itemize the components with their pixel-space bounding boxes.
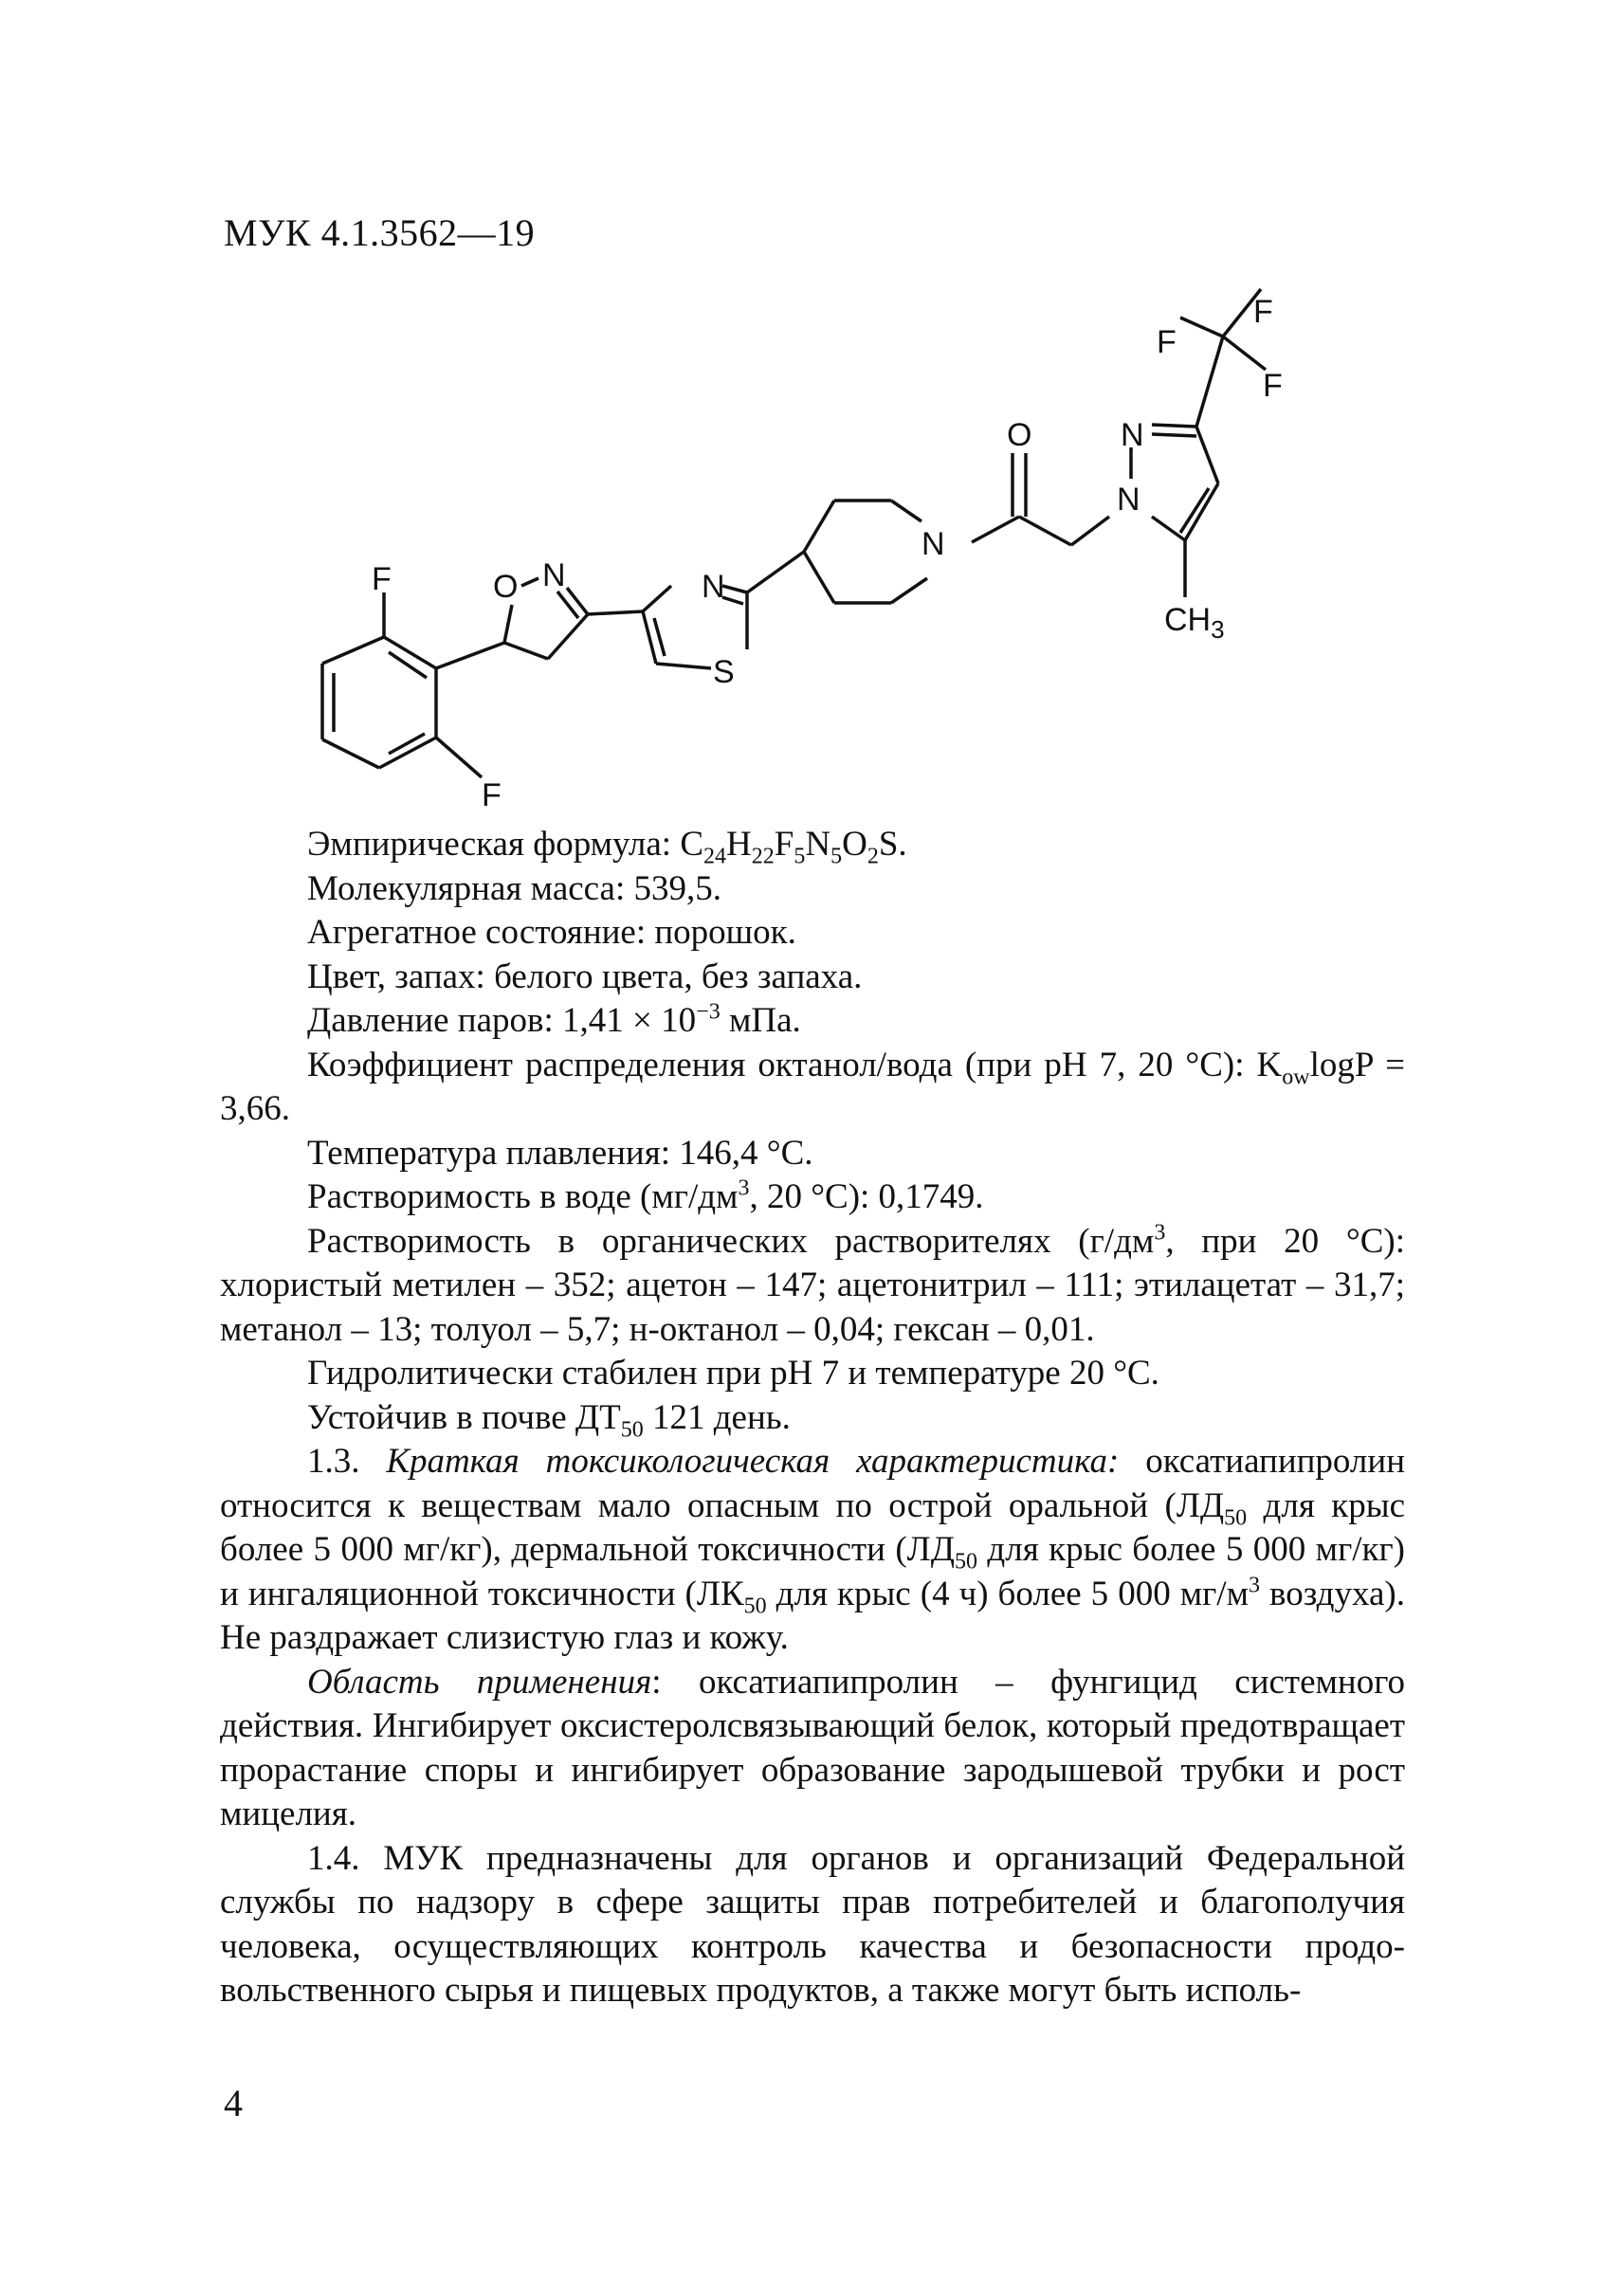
atom-n-pyrazole-bottom: N — [1117, 482, 1140, 518]
toxicology-sub-2: 50 — [955, 1549, 978, 1575]
bond-isox-cc — [504, 643, 548, 659]
organic-values: , при 20 °C): хлористый метилен – 352; ацетон – 147; ацетонитрил – 111; этилацетат – 31,7; метанол – 13; толуол – 5,7; н-октанол – 0,04; гексан – 0,01. — [220, 1221, 1406, 1349]
water-exponent: 3 — [738, 1175, 750, 1201]
vapor-unit: мПа. — [720, 1001, 801, 1040]
bond-ph-4 — [322, 739, 379, 768]
organic-exponent: 3 — [1154, 1220, 1166, 1246]
molecular-mass: Молекулярная масса: 539,5. — [307, 868, 722, 908]
vapor-pressure — [220, 999, 1405, 1044]
toxicology-text-1: оксатиапипролин относится к веществам мало опасным по острой оральной (ЛД — [220, 1442, 1406, 1525]
formula-s: S. — [878, 825, 907, 864]
purpose-paragraph: 1.4. МУК предназначены для органов и организаций Федеральной службы по надзору в сфере защиты прав потребителей и благополучия человека, осуществляющих контроль качества и безопасности продовольственного сырья и пищевых продуктов, а также могут быть исполь- — [220, 1838, 1405, 2010]
bond-isox-cn-double — [557, 592, 578, 618]
toxicology-paragraph — [220, 1440, 1405, 1661]
formula-c-count: 24 — [703, 844, 727, 869]
bond-pyrazole-cn — [1152, 425, 1196, 427]
structure-drawing — [284, 284, 1337, 815]
bond-ph-2 — [322, 637, 384, 664]
bond-pip-1 — [891, 501, 921, 521]
bond-isox-cc-2 — [548, 614, 588, 659]
soil-stability — [220, 1396, 1405, 1441]
bond-ph-inner-3 — [389, 652, 427, 678]
bond-c-f-left — [1180, 318, 1223, 337]
partition-subscript: ow — [1282, 1064, 1310, 1089]
partition-coefficient — [220, 1044, 1405, 1132]
toxicology-sub-1: 50 — [1224, 1504, 1248, 1530]
melting-point: Температура плавления: 146,4 °C. — [307, 1133, 813, 1173]
bond-pip-4 — [804, 552, 834, 603]
formula-h: H — [726, 825, 752, 864]
bond-thz-4 — [656, 664, 711, 668]
toxicology-text-4: для крыс (4 ч) более 5 000 мг/м — [766, 1574, 1249, 1613]
atom-o-isoxazoline: O — [493, 569, 519, 605]
organic-solubility — [220, 1220, 1405, 1353]
atom-f-left: F — [1157, 324, 1177, 360]
toxicology-text-2: для крыс более 5 000 мг/кг), дермальной токсичности (ЛД — [220, 1485, 1405, 1569]
application-text: : оксатиапипролин – фунгицид системного действия. Ингибирует оксистеролсвязывающий белок, который предотвращает прорастание споры и ингибирует образование зародышевой трубки и рост мицелия. — [220, 1662, 1405, 1833]
organic-text: Растворимость в органических растворителях (г/дм — [307, 1221, 1155, 1261]
bond-isox-phenyl — [436, 643, 504, 668]
formula-line — [220, 823, 1405, 867]
formula-f-count: 5 — [794, 844, 806, 869]
partition-text: Коэффициент распределения октанол/вода (при pH 7, 20 °C): K — [307, 1045, 1283, 1084]
water-solubility — [220, 1175, 1405, 1220]
bond-thz-isox — [588, 611, 643, 614]
soil-text: Устойчив в почве ДТ — [307, 1397, 621, 1437]
atom-ch3-text: CH — [1164, 602, 1212, 638]
water-value: , 20 °C): 0,1749. — [749, 1177, 984, 1216]
atom-n-thiazole: N — [702, 569, 725, 605]
bond-ch2-co — [1019, 517, 1071, 545]
vapor-text: Давление паров: 1,41 × 10 — [307, 1001, 697, 1040]
atom-n-isoxazoline: N — [542, 557, 566, 593]
atom-f-top: F — [1253, 294, 1273, 330]
bond-thz-1-double — [722, 597, 743, 604]
soil-subscript: 50 — [620, 1416, 644, 1442]
toxicology-sup-4: 3 — [1249, 1573, 1260, 1598]
bond-ph-inner-2 — [389, 734, 425, 754]
formula-n-count: 5 — [830, 844, 843, 869]
document-header: МУК 4.1.3562—19 — [224, 211, 536, 254]
bond-pip-3 — [804, 501, 834, 552]
water-text: Растворимость в воде (мг/дм — [307, 1177, 739, 1216]
partition-value: logP = 3,66. — [220, 1045, 1405, 1128]
bond-thz-3-double — [654, 618, 665, 656]
atom-f-phenyl-bottom: F — [482, 777, 502, 813]
formula-n: N — [805, 825, 831, 864]
bond-n-ch2 — [1071, 517, 1109, 545]
hydrolysis-stability: Гидролитически стабилен при pH 7 и температуре 20 °C. — [307, 1354, 1159, 1393]
formula-o-count: 2 — [867, 844, 879, 869]
formula-f: F — [774, 825, 794, 864]
bond-pip-6 — [891, 578, 927, 603]
formula-c: C — [680, 825, 704, 864]
atom-s-thiazole: S — [713, 654, 735, 690]
formula-label: Эмпирическая формула: — [307, 825, 681, 864]
bond-ph-f-bottom — [436, 738, 482, 777]
toxicology-heading: Краткая токсикологическая характеристика: — [386, 1442, 1120, 1481]
application-paragraph — [220, 1661, 1405, 1837]
aggregate-state: Агрегатное состояние: порошок. — [307, 913, 796, 952]
soil-value: 121 день. — [643, 1397, 791, 1437]
bond-co-n — [972, 517, 1019, 542]
bond-thz-1 — [722, 586, 747, 592]
atom-n-pyrazole-top: N — [1121, 417, 1144, 453]
color-odor: Цвет, запах: белого цвета, без запаха. — [307, 956, 863, 996]
bond-pip-thiazole — [747, 552, 804, 592]
application-heading: Область применения — [307, 1662, 652, 1702]
atom-f-right: F — [1263, 368, 1283, 404]
formula-o: O — [842, 825, 867, 864]
bond-cf3-ring — [1196, 337, 1223, 427]
chemical-structure — [284, 284, 1337, 815]
bond-pyrazole-cn-2 — [1152, 517, 1185, 540]
bond-pyrazole-cn-double — [1152, 434, 1196, 436]
toxicology-text-3: для крыс более 5 000 мг/кг) и ингаляционной токсичности (ЛК — [220, 1530, 1405, 1613]
toxicology-text-5: воздуха). Не раздражает слизистую глаз и кожу. — [220, 1574, 1406, 1657]
bond-pyrazole-cc — [1196, 427, 1218, 483]
atom-ch3-sub: 3 — [1211, 615, 1225, 644]
bond-isox-oc — [504, 605, 512, 643]
page-number: 4 — [224, 2082, 243, 2124]
bond-isox-cn — [567, 588, 588, 614]
vapor-exponent: −3 — [696, 999, 721, 1025]
bond-isox-no — [521, 578, 538, 586]
document-body — [220, 823, 1405, 2013]
atom-ch3 — [1164, 602, 1225, 644]
toxicology-sub-3: 50 — [743, 1593, 767, 1618]
bond-c-f-right — [1223, 337, 1266, 370]
formula-h-count: 22 — [751, 844, 775, 869]
atom-f-phenyl-top: F — [372, 561, 392, 597]
toxicology-number: 1.3. — [307, 1442, 387, 1481]
atom-o-carbonyl: O — [1007, 417, 1032, 453]
bond-thz-2 — [643, 586, 671, 611]
atom-n-piperidine: N — [921, 526, 945, 562]
bond-pyrazole-cc-2 — [1185, 483, 1218, 540]
